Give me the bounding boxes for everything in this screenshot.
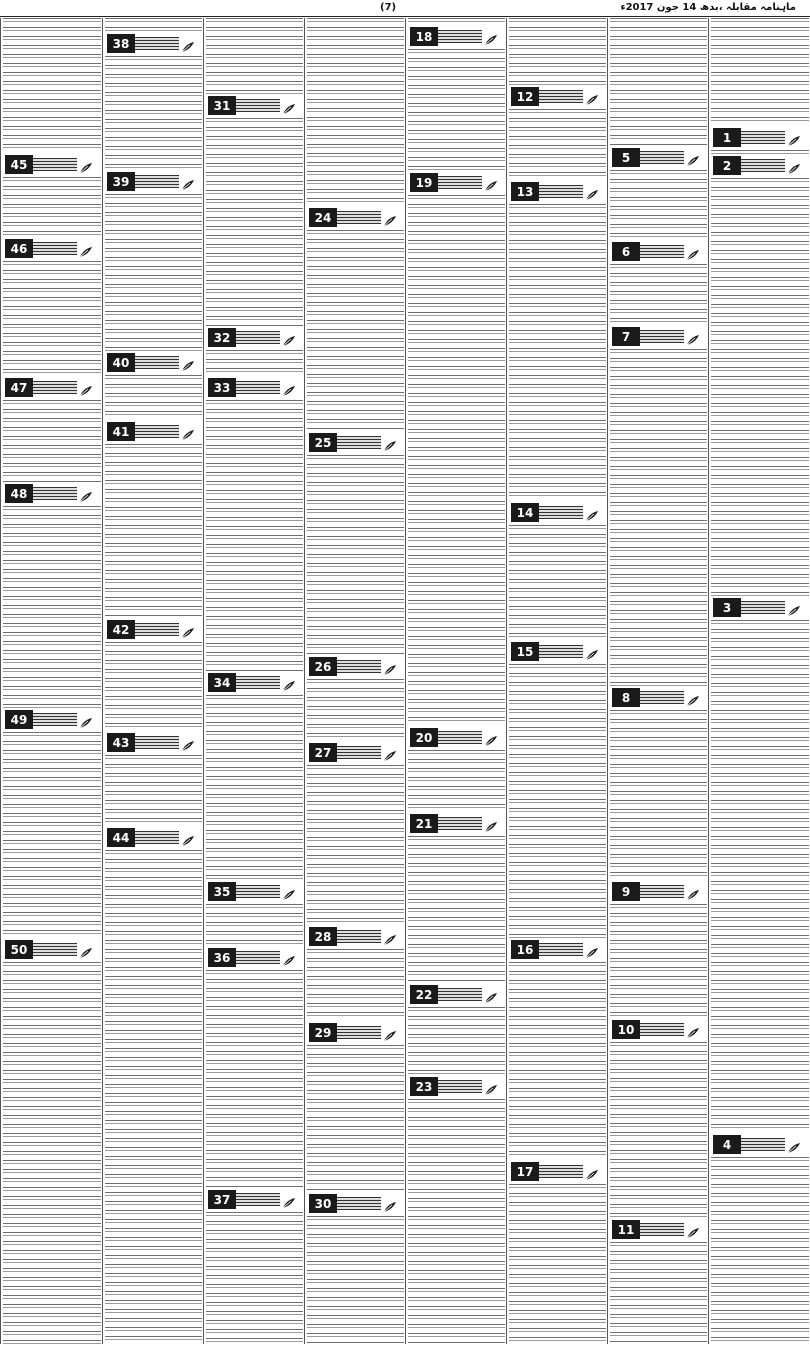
article-text-block (610, 264, 707, 325)
masthead: ماہنامہ مقابلہ ،بدھ 14 جون 2017ء (620, 2, 796, 13)
question-number: 5 (612, 148, 640, 167)
question-number-badge (208, 673, 296, 692)
text-column (405, 18, 507, 1344)
leaf-icon (282, 952, 296, 964)
question-number-badge (107, 620, 195, 639)
question-number: 30 (309, 1194, 337, 1213)
question-number: 22 (410, 985, 438, 1004)
badge-stripe-bar (741, 131, 785, 144)
question-number-badge (511, 940, 599, 959)
article-text-block (206, 400, 303, 671)
question-number-badge (612, 1020, 700, 1039)
leaf-icon (181, 624, 195, 636)
leaf-icon (79, 714, 93, 726)
article-text-block (509, 664, 606, 938)
badge-stripe-bar (539, 943, 583, 956)
leaf-icon (282, 382, 296, 394)
question-number-badge (612, 242, 700, 261)
article-text-block (206, 970, 303, 1188)
question-number: 49 (5, 710, 33, 729)
badge-stripe-bar (236, 99, 280, 112)
leaf-icon (484, 177, 498, 189)
question-number-badge (410, 814, 498, 833)
question-number-badge (107, 422, 195, 441)
badge-stripe-bar (640, 885, 684, 898)
badge-stripe-bar (236, 885, 280, 898)
article-text-block (711, 620, 809, 1133)
question-number: 8 (612, 688, 640, 707)
question-number: 15 (511, 642, 539, 661)
leaf-icon (686, 246, 700, 258)
question-number-badge (5, 484, 93, 503)
question-number-badge (713, 156, 801, 175)
leaf-icon (383, 747, 397, 759)
badge-stripe-bar (539, 506, 583, 519)
question-number-badge (612, 688, 700, 707)
question-number: 33 (208, 378, 236, 397)
badge-stripe-bar (741, 601, 785, 614)
badge-stripe-bar (539, 1165, 583, 1178)
text-column (607, 18, 709, 1344)
text-column (203, 18, 305, 1344)
question-number: 27 (309, 743, 337, 762)
badge-stripe-bar (438, 988, 482, 1001)
badge-stripe-bar (640, 691, 684, 704)
question-number-badge (5, 940, 93, 959)
badge-stripe-bar (135, 37, 179, 50)
leaf-icon (282, 332, 296, 344)
leaf-icon (686, 331, 700, 343)
badge-stripe-bar (135, 831, 179, 844)
article-text-block (105, 18, 202, 32)
badge-stripe-bar (640, 1023, 684, 1036)
question-number: 4 (713, 1135, 741, 1154)
badge-stripe-bar (236, 951, 280, 964)
article-text-block (610, 710, 707, 880)
article-text-block (610, 1042, 707, 1218)
article-text-block (105, 194, 202, 351)
leaf-icon (383, 931, 397, 943)
article-text-block (711, 18, 809, 126)
question-number: 26 (309, 657, 337, 676)
question-number-badge (410, 173, 498, 192)
question-number: 31 (208, 96, 236, 115)
question-number: 10 (612, 1020, 640, 1039)
badge-stripe-bar (135, 736, 179, 749)
leaf-icon (585, 186, 599, 198)
leaf-icon (79, 488, 93, 500)
badge-stripe-bar (236, 381, 280, 394)
question-number-badge (410, 728, 498, 747)
question-number: 24 (309, 208, 337, 227)
article-text-block (509, 204, 606, 501)
leaf-icon (181, 176, 195, 188)
article-text-block (3, 506, 101, 708)
question-number: 42 (107, 620, 135, 639)
question-number-badge (309, 743, 397, 762)
question-number: 1 (713, 128, 741, 147)
article-text-block (610, 904, 707, 1018)
article-text-block (408, 750, 505, 812)
leaf-icon (585, 1166, 599, 1178)
question-number: 20 (410, 728, 438, 747)
article-text-block (3, 400, 101, 482)
leaf-icon (79, 944, 93, 956)
question-number: 39 (107, 172, 135, 191)
badge-stripe-bar (135, 623, 179, 636)
article-text-block (307, 765, 404, 925)
question-number: 34 (208, 673, 236, 692)
article-text-block (307, 949, 404, 1021)
leaf-icon (282, 677, 296, 689)
article-text-block (105, 375, 202, 420)
article-text-block (206, 18, 303, 94)
question-number: 18 (410, 27, 438, 46)
question-number-badge (5, 710, 93, 729)
article-text-block (610, 1242, 707, 1344)
question-number: 38 (107, 34, 135, 53)
question-number: 43 (107, 733, 135, 752)
article-text-block (206, 118, 303, 326)
article-text-block (3, 962, 101, 1344)
badge-stripe-bar (337, 211, 381, 224)
question-number-badge (208, 1190, 296, 1209)
article-text-block (610, 170, 707, 240)
question-number-badge (713, 598, 801, 617)
question-number: 50 (5, 940, 33, 959)
badge-stripe-bar (741, 159, 785, 172)
text-column (708, 18, 810, 1344)
question-number-badge (5, 155, 93, 174)
leaf-icon (282, 886, 296, 898)
question-number-badge (208, 328, 296, 347)
question-number-badge (612, 327, 700, 346)
article-text-block (206, 1212, 303, 1344)
leaf-icon (484, 1081, 498, 1093)
article-text-block (711, 150, 809, 154)
question-number: 17 (511, 1162, 539, 1181)
leaf-icon (383, 437, 397, 449)
text-column (102, 18, 204, 1344)
leaf-icon (585, 646, 599, 658)
leaf-icon (79, 159, 93, 171)
question-number: 23 (410, 1077, 438, 1096)
question-number-badge (208, 96, 296, 115)
question-number: 35 (208, 882, 236, 901)
badge-stripe-bar (539, 185, 583, 198)
question-number: 47 (5, 378, 33, 397)
question-number-badge (107, 172, 195, 191)
question-number: 14 (511, 503, 539, 522)
article-text-block (3, 732, 101, 938)
question-number-badge (309, 657, 397, 676)
badge-stripe-bar (640, 1223, 684, 1236)
article-text-block (509, 525, 606, 640)
leaf-icon (484, 818, 498, 830)
text-column (506, 18, 608, 1344)
badge-stripe-bar (135, 425, 179, 438)
article-text-block (408, 1007, 505, 1075)
question-number: 6 (612, 242, 640, 261)
article-text-block (105, 755, 202, 826)
leaf-icon (79, 382, 93, 394)
badge-stripe-bar (640, 245, 684, 258)
leaf-icon (686, 692, 700, 704)
text-column (304, 18, 406, 1344)
question-number-badge (511, 182, 599, 201)
question-number-badge (410, 985, 498, 1004)
badge-stripe-bar (337, 746, 381, 759)
question-number: 28 (309, 927, 337, 946)
article-text-block (307, 679, 404, 741)
question-number-badge (612, 148, 700, 167)
badge-stripe-bar (337, 660, 381, 673)
question-number: 29 (309, 1023, 337, 1042)
badge-stripe-bar (438, 731, 482, 744)
question-number-badge (208, 948, 296, 967)
leaf-icon (181, 357, 195, 369)
question-number: 37 (208, 1190, 236, 1209)
question-number-badge (5, 378, 93, 397)
leaf-icon (686, 1024, 700, 1036)
question-number: 40 (107, 353, 135, 372)
leaf-icon (181, 737, 195, 749)
article-text-block (3, 177, 101, 237)
leaf-icon (484, 31, 498, 43)
question-number-badge (713, 1135, 801, 1154)
badge-stripe-bar (337, 436, 381, 449)
leaf-icon (787, 160, 801, 172)
badge-stripe-bar (135, 175, 179, 188)
article-text-block (509, 1184, 606, 1344)
badge-stripe-bar (438, 817, 482, 830)
article-text-block (509, 109, 606, 180)
question-number-badge (511, 503, 599, 522)
question-number-badge (309, 1023, 397, 1042)
badge-stripe-bar (33, 487, 77, 500)
leaf-icon (383, 212, 397, 224)
badge-stripe-bar (539, 645, 583, 658)
question-number-badge (309, 208, 397, 227)
leaf-icon (383, 1198, 397, 1210)
question-number: 13 (511, 182, 539, 201)
article-text-block (307, 230, 404, 431)
question-number-badge (511, 87, 599, 106)
question-number: 2 (713, 156, 741, 175)
question-number-badge (309, 433, 397, 452)
article-text-block (408, 836, 505, 983)
badge-stripe-bar (33, 943, 77, 956)
leaf-icon (383, 1027, 397, 1039)
article-text-block (711, 1157, 809, 1344)
question-number-badge (612, 882, 700, 901)
question-number-badge (713, 128, 801, 147)
leaf-icon (181, 832, 195, 844)
leaf-icon (686, 886, 700, 898)
question-number: 25 (309, 433, 337, 452)
badge-stripe-bar (539, 90, 583, 103)
question-number: 12 (511, 87, 539, 106)
question-number: 32 (208, 328, 236, 347)
article-text-block (509, 962, 606, 1160)
leaf-icon (787, 132, 801, 144)
badge-stripe-bar (337, 1026, 381, 1039)
article-text-block (307, 1045, 404, 1192)
question-number-badge (511, 1162, 599, 1181)
article-text-block (105, 56, 202, 170)
question-number: 9 (612, 882, 640, 901)
leaf-icon (585, 507, 599, 519)
article-text-block (206, 904, 303, 946)
badge-stripe-bar (438, 1080, 482, 1093)
question-number: 44 (107, 828, 135, 847)
question-number: 48 (5, 484, 33, 503)
question-number-badge (410, 1077, 498, 1096)
badge-stripe-bar (741, 1138, 785, 1151)
article-text-block (3, 18, 101, 153)
question-number-badge (107, 733, 195, 752)
leaf-icon (383, 661, 397, 673)
badge-stripe-bar (33, 713, 77, 726)
badge-stripe-bar (33, 381, 77, 394)
badge-stripe-bar (640, 330, 684, 343)
question-number-badge (309, 927, 397, 946)
badge-stripe-bar (33, 242, 77, 255)
article-text-block (307, 455, 404, 655)
badge-stripe-bar (236, 676, 280, 689)
article-text-block (206, 695, 303, 880)
article-text-block (105, 642, 202, 731)
question-number: 45 (5, 155, 33, 174)
article-text-block (3, 261, 101, 376)
leaf-icon (484, 732, 498, 744)
article-text-block (105, 444, 202, 618)
badge-stripe-bar (236, 331, 280, 344)
question-number-badge (107, 34, 195, 53)
page-number: (7) (380, 2, 397, 13)
leaf-icon (282, 1194, 296, 1206)
leaf-icon (787, 602, 801, 614)
question-number-badge (107, 828, 195, 847)
question-number-badge (309, 1194, 397, 1213)
badge-stripe-bar (33, 158, 77, 171)
leaf-icon (787, 1139, 801, 1151)
article-text-block (610, 349, 707, 686)
article-text-block (610, 18, 707, 146)
leaf-icon (79, 243, 93, 255)
question-number: 41 (107, 422, 135, 441)
question-number-badge (511, 642, 599, 661)
article-text-block (307, 18, 404, 206)
question-number: 21 (410, 814, 438, 833)
text-column (0, 18, 103, 1344)
question-number-badge (410, 27, 498, 46)
question-number-badge (107, 353, 195, 372)
leaf-icon (282, 100, 296, 112)
question-number-badge (5, 239, 93, 258)
leaf-icon (181, 38, 195, 50)
badge-stripe-bar (337, 1197, 381, 1210)
top-bar (0, 0, 810, 17)
leaf-icon (585, 944, 599, 956)
article-text-block (408, 195, 505, 726)
question-number: 7 (612, 327, 640, 346)
leaf-icon (686, 152, 700, 164)
question-number: 36 (208, 948, 236, 967)
leaf-icon (484, 989, 498, 1001)
article-text-block (206, 350, 303, 376)
question-number: 3 (713, 598, 741, 617)
badge-stripe-bar (236, 1193, 280, 1206)
badge-stripe-bar (640, 151, 684, 164)
question-number: 19 (410, 173, 438, 192)
question-number: 46 (5, 239, 33, 258)
article-text-block (408, 18, 505, 25)
article-text-block (408, 1099, 505, 1344)
article-text-block (509, 18, 606, 85)
question-number-badge (612, 1220, 700, 1239)
question-number: 11 (612, 1220, 640, 1239)
badge-stripe-bar (337, 930, 381, 943)
article-text-block (105, 850, 202, 1344)
badge-stripe-bar (438, 30, 482, 43)
question-number-badge (208, 882, 296, 901)
badge-stripe-bar (438, 176, 482, 189)
leaf-icon (686, 1224, 700, 1236)
leaf-icon (181, 426, 195, 438)
article-text-block (307, 1216, 404, 1344)
article-text-block (408, 49, 505, 171)
article-text-block (711, 178, 809, 596)
badge-stripe-bar (135, 356, 179, 369)
question-number-badge (208, 378, 296, 397)
leaf-icon (585, 91, 599, 103)
question-number: 16 (511, 940, 539, 959)
